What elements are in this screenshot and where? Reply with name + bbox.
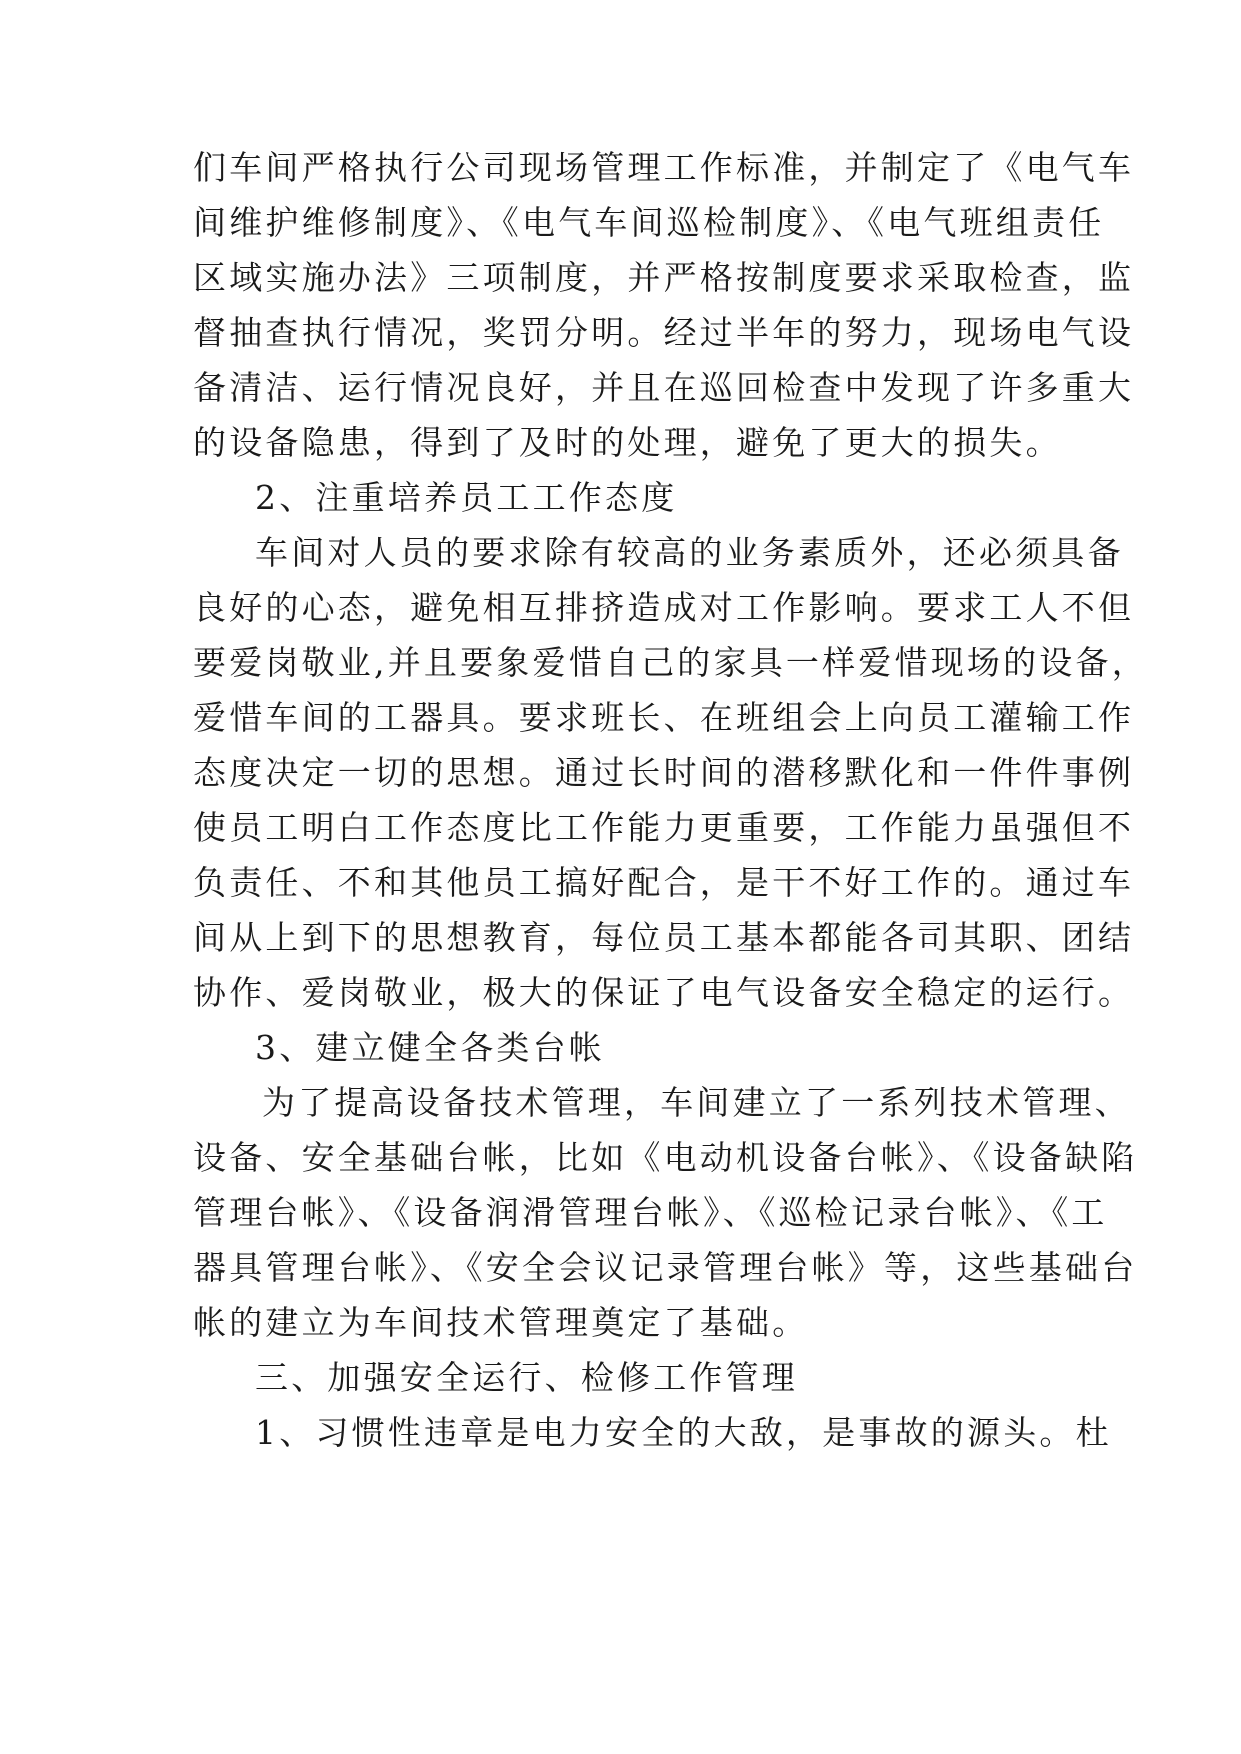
paragraph-line: 备清洁、运行情况良好，并且在巡回检查中发现了许多重大 (193, 368, 1135, 407)
paragraph-line: 1、习惯性违章是电力安全的大敌，是事故的源头。杜 (255, 1413, 1112, 1452)
paragraph-line: 车间对人员的要求除有较高的业务素质外，还必须具备 (255, 533, 1124, 572)
section-heading: 3、建立健全各类台帐 (255, 1028, 605, 1067)
paragraph-line: 协作、爱岗敬业，极大的保证了电气设备安全稳定的运行。 (193, 973, 1135, 1012)
paragraph-line: 间维护维修制度》、《电气车间巡检制度》、《电气班组责任 (193, 203, 1105, 242)
paragraph-line: 良好的心态，避免相互排挤造成对工作影响。要求工人不但 (193, 588, 1135, 627)
paragraph-line: 使员工明白工作态度比工作能力更重要，工作能力虽强但不 (193, 808, 1135, 847)
section-heading: 2、注重培养员工工作态度 (255, 478, 678, 517)
paragraph-line: 督抽查执行情况，奖罚分明。经过半年的努力，现场电气设 (193, 313, 1135, 352)
paragraph-line: 的设备隐患，得到了及时的处理，避免了更大的损失。 (193, 423, 1062, 462)
paragraph-line: 负责任、不和其他员工搞好配合，是干不好工作的。通过车 (193, 863, 1135, 902)
paragraph-line: 为了提高设备技术管理，车间建立了一系列技术管理、 (262, 1083, 1131, 1122)
paragraph-line: 器具管理台帐》、《安全会议记录管理台帐》等，这些基础台 (193, 1248, 1138, 1287)
paragraph-line: 区域实施办法》三项制度，并严格按制度要求采取检查，监 (193, 258, 1135, 297)
paragraph-line: 帐的建立为车间技术管理奠定了基础。 (193, 1303, 809, 1342)
paragraph-line: 管理台帐》、《设备润滑管理台帐》、《巡检记录台帐》、《工 (193, 1193, 1108, 1232)
paragraph-line: 爱惜车间的工器具。要求班长、在班组会上向员工灌输工作 (193, 698, 1135, 737)
section-heading: 三、加强安全运行、检修工作管理 (255, 1358, 798, 1397)
paragraph-line: 们车间严格执行公司现场管理工作标准，并制定了《电气车 (193, 148, 1135, 187)
paragraph-line: 间从上到下的思想教育，每位员工基本都能各司其职、团结 (193, 918, 1135, 957)
paragraph-line: 设备、安全基础台帐，比如《电动机设备台帐》、《设备缺陷 (193, 1138, 1138, 1177)
paragraph-line: 要爱岗敬业,并且要象爱惜自己的家具一样爱惜现场的设备， (193, 643, 1148, 682)
paragraph-line: 态度决定一切的思想。通过长时间的潜移默化和一件件事例 (193, 753, 1135, 792)
